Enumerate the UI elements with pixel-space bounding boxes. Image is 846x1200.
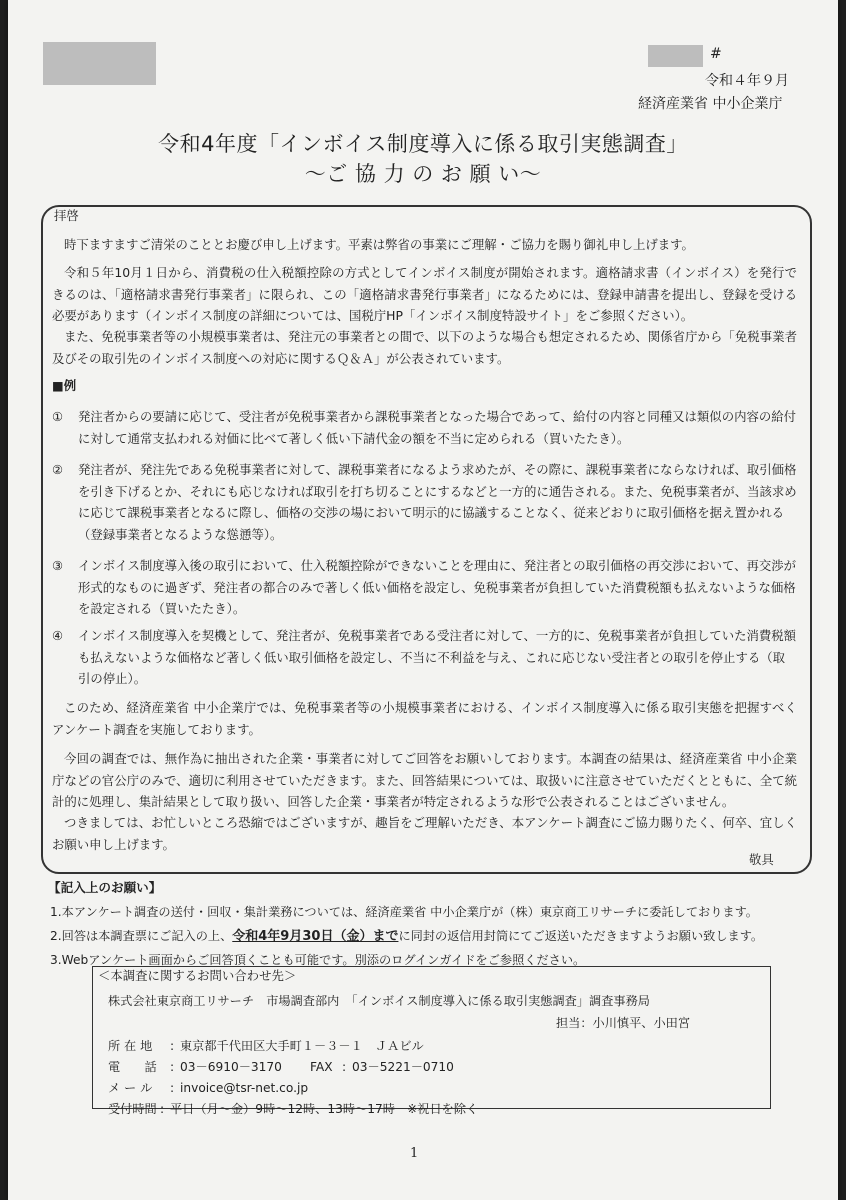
- letter-closing: 敬具: [749, 852, 774, 867]
- example-number: ③: [52, 558, 64, 573]
- hours-label: 受付時間: [108, 1102, 157, 1116]
- redaction-block-left: [43, 42, 156, 85]
- hours-value: 平日（月～金）9時～12時、13時～17時 ※祝日を除く: [170, 1102, 479, 1116]
- examples-heading: ■例: [52, 378, 77, 393]
- example-item-1: [52, 406, 797, 449]
- paragraph-4: このため、経済産業省 中小企業庁では、免税事業者等の小規模事業者における、インボイス制度導入に係る取引実態を把握すべくアンケート調査を実施しております。: [52, 700, 797, 737]
- page-number: 1: [410, 1146, 419, 1161]
- tel-label: 電 話: [108, 1060, 157, 1074]
- mail-value[interactable]: invoice@tsr-net.co.jp: [180, 1081, 309, 1095]
- document-title: 令和4年度「インボイス制度導入に係る取引実態調査」: [158, 132, 688, 156]
- paragraph-5: 今回の調査では、無作為に抽出された企業・事業者に対してご回答をお願いしております。本調査の結果は、経済産業省 中小企業庁などの官公庁のみで、適切に利用させていただきます。また、回答結果については、取扱いに注意させていただくとともに、全て統計的に処理し、集計結果として取り扱い、回答した企業・事業者が特定されるような形で公表されることはございません。: [52, 751, 797, 809]
- address-label: 所 在 地: [108, 1039, 153, 1053]
- example-number: ②: [52, 462, 64, 477]
- tel-colon: :: [170, 1060, 175, 1074]
- note-2: [50, 929, 763, 944]
- example-item-4: [52, 625, 797, 690]
- example-text: インボイス制度導入後の取引において、仕入税額控除ができないことを理由に、発注者との取引価格の再交渉において、再交渉が形式的なものに過ぎず、発注者の都合のみで著しく低い価格を設定し、免税事業者が負担していた消費税額も払えないような価格を設定される（買いたたき）。: [78, 558, 797, 616]
- address-value: 東京都千代田区大手町１－３－１ ＪＡビル: [180, 1039, 424, 1053]
- notes-heading: 【記入上のお願い】: [48, 880, 162, 895]
- mail-colon: :: [170, 1081, 175, 1095]
- contact-heading: ＜本調査に関するお問い合わせ先＞: [98, 968, 297, 983]
- contact-organization: 株式会社東京商工リサーチ 市場調査部内 「インボイス制度導入に係る取引実態調査」調査事務局: [108, 994, 650, 1008]
- redaction-block-right: [648, 45, 703, 67]
- note-2-prefix: 2.回答は本調査票にご記入の上、: [50, 929, 233, 943]
- contact-person: 担当：小川慎平、小田宮: [556, 1016, 691, 1030]
- example-number: ④: [52, 628, 64, 643]
- note-3: 3.Webアンケート画面からご回答頂くことも可能です。別添のログインガイドをご参照ください。: [50, 953, 586, 967]
- tel-value: 03－6910－3170: [180, 1060, 282, 1074]
- example-number: ①: [52, 409, 64, 424]
- mail-label: メ ー ル: [108, 1081, 153, 1095]
- example-text: 発注者からの要請に応じて、受注者が免税事業者から課税事業者となった場合であって、給付の内容と同種又は類似の内容の給付に対して通常支払われる対価に比べて著しく低い下請代金の額を不当に定められる（買いたたき）。: [78, 409, 797, 446]
- note-1: 1.本アンケート調査の送付・回収・集計業務については、経済産業省 中小企業庁が（株）東京商工リサーチに委託しております。: [50, 905, 758, 919]
- letter-opening: 拝啓: [54, 208, 79, 223]
- issue-date: 令和４年９月: [705, 73, 789, 89]
- example-text: インボイス制度導入を契機として、発注者が、免税事業者である受注者に対して、一方的に、免税事業者が負担していた消費税額も払えないような価格など著しく低い取引価格を設定し、不当に不利益を与え、これに応じない受注者との取引を停止する（取引の停止）。: [78, 628, 797, 686]
- note-2-suffix: に同封の返信用封筒にてご返送いただきますようお願い致します。: [398, 929, 764, 943]
- paragraph-1: 時下ますますご清栄のこととお慶び申し上げます。平素は弊省の事業にご理解・ご協力を賜り御礼申し上げます。: [64, 237, 694, 252]
- fax-colon: :: [342, 1060, 347, 1074]
- example-text: 発注者が、発注先である免税事業者に対して、課税事業者になるよう求めたが、その際に、課税事業者にならなければ、取引価格を引き下げるとか、それにも応じなければ取引を打ち切ることにするなどと一方的に通告される。また、免税事業者が、当該求めに応じて課税事業者となるに際し、価格の交渉の場において明示的に協議することなく、従来どおりに取引価格を据え置かれる（登録事業者となるような慫慂等）。: [78, 462, 797, 542]
- document-page: [8, 0, 838, 1200]
- example-item-3: [52, 555, 797, 620]
- deadline: 令和4年9月30日（金）まで: [232, 929, 399, 944]
- fax-label: FAX: [310, 1060, 333, 1074]
- address-colon: :: [170, 1039, 175, 1053]
- number-mark: #: [710, 46, 722, 62]
- fax-value: 03－5221－0710: [352, 1060, 454, 1074]
- example-item-2: [52, 459, 797, 545]
- paragraph-2: 令和５年10月１日から、消費税の仕入税額控除の方式としてインボイス制度が開始されます。適格請求書（インボイス）を発行できるのは、「適格請求書発行事業者」に限られ、この「適格請求書発行事業者」になるためには、登録申請書を提出し、登録を受ける必要があります（インボイス制度の詳細については、国税庁HP「インボイス制度特設サイト」をご参照ください）。: [52, 265, 797, 323]
- paragraph-3: また、免税事業者等の小規模事業者は、発注元の事業者との間で、以下のような場合も想定されるため、関係省庁から「免税事業者及びその取引先のインボイス制度への対応に関するＱ＆Ａ」が公表されています。: [52, 329, 797, 366]
- document-subtitle: 〜ご 協 力 の お 願 い〜: [304, 162, 542, 186]
- paragraph-6: つきましては、お忙しいところ恐縮ではございますが、趣旨をご理解いただき、本アンケート調査にご協力賜りたく、何卒、宜しくお願い申し上げます。: [52, 815, 797, 852]
- hours-colon: :: [160, 1102, 165, 1116]
- issuer: 経済産業省 中小企業庁: [638, 96, 783, 112]
